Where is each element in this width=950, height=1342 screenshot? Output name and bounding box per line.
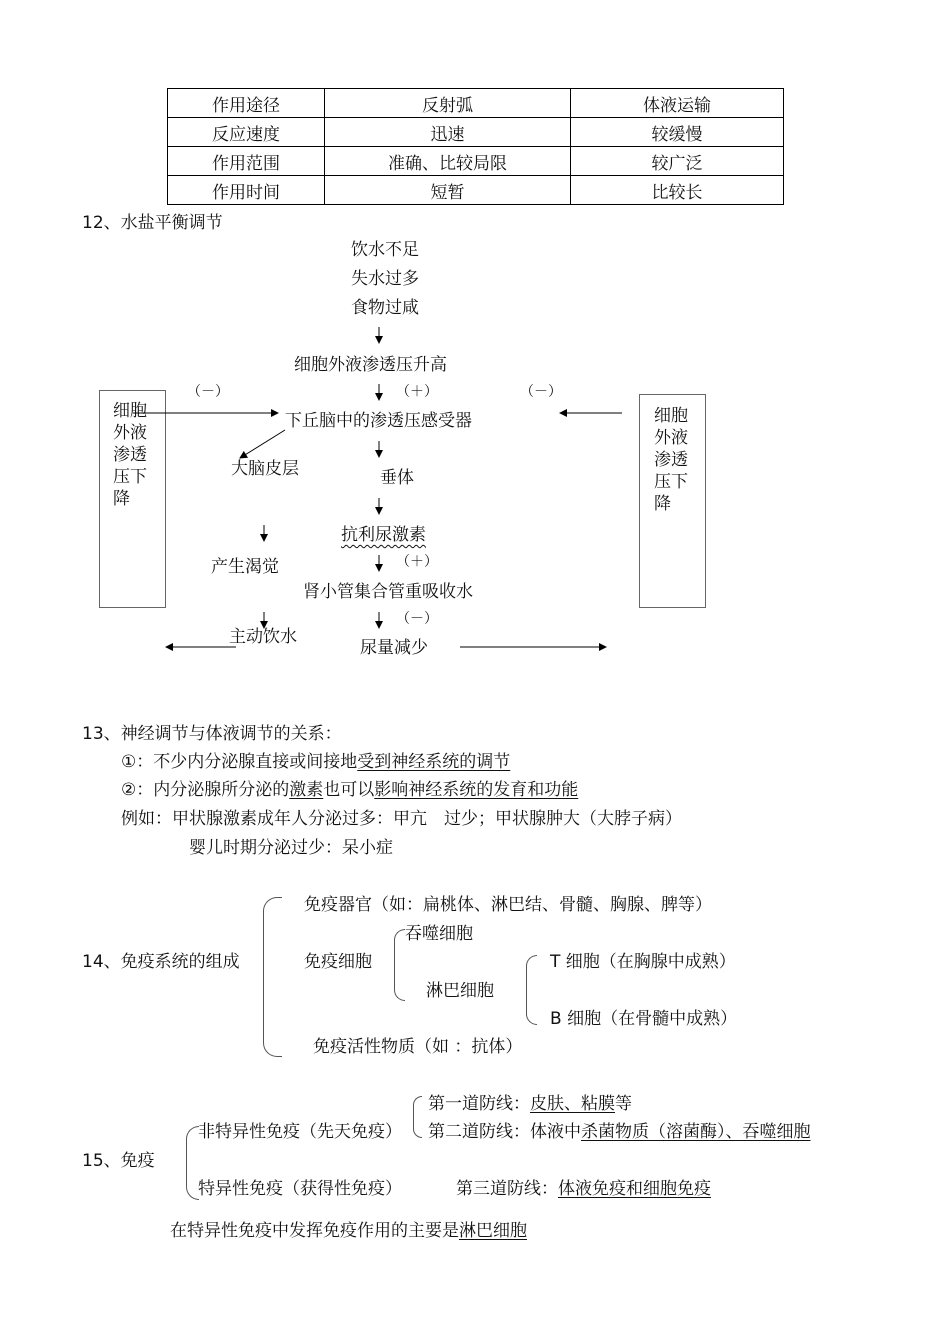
thirst: 产生渴觉 [211,557,279,577]
table-cell: 体液运输 [571,89,784,118]
brace-bracket [394,929,405,1001]
plus-sign: （＋） [396,384,438,400]
relation-line-1 [121,754,510,771]
brace-bracket [263,897,282,1057]
text-span: ①：不少内分泌腺直接或间接地 [121,752,358,772]
minus-sign-3: （－） [396,611,438,627]
text-span: 第三道防线： [456,1179,558,1199]
section-12-heading: 12、水盐平衡调节 [82,213,223,233]
right-box-line: 细胞 [654,406,688,426]
table-cell: 较缓慢 [571,118,784,147]
table-cell: 作用范围 [168,147,325,176]
table-cell: 短暂 [325,176,571,205]
nonspecific-immunity: 非特异性免疫（先天免疫） [198,1122,402,1142]
active-drinking: 主动饮水 [229,627,297,647]
table-cell: 反射弧 [325,89,571,118]
table-cell: 比较长 [571,176,784,205]
lymphocyte: 淋巴细胞 [426,981,494,1001]
b-cell: B 细胞（在骨髓中成熟） [550,1009,738,1029]
plus-sign-2: （＋） [396,554,438,570]
left-box-line: 外液 [113,423,147,443]
first-defense-line [428,1096,632,1113]
text-span: 在特异性免疫中发挥免疫作用的主要是 [170,1221,459,1241]
table-cell: 作用时间 [168,176,325,205]
table-cell: 较广泛 [571,147,784,176]
underlined-text: 激素 [289,780,324,800]
cause-item: 失水过多 [351,269,419,289]
example-line-2: 婴儿时期分泌过少：呆小症 [189,838,393,858]
text-span: 也可以 [323,780,375,800]
section-15-heading: 15、免疫 [82,1151,155,1171]
relation-line-2 [121,782,578,799]
urine-reduced: 尿量减少 [360,638,428,658]
right-box-line: 外液 [654,428,688,448]
section-13-heading: 13、神经调节与体液调节的关系： [82,724,342,744]
minus-sign-left: （－） [187,384,229,400]
cause-item: 饮水不足 [351,240,419,260]
right-box-line: 渗透 [654,450,688,470]
section-14-heading: 14、免疫系统的组成 [82,952,240,972]
left-box-line: 渗透 [113,445,147,465]
brace-bracket [413,1096,422,1138]
text-span: ②：内分泌腺所分泌的 [121,780,290,800]
osmotic-rise: 细胞外液渗透压升高 [294,355,447,375]
second-defense-line [428,1124,811,1141]
underlined-text: 杀菌物质（溶菌酶）、吞噬细胞 [581,1122,811,1142]
hypothalamus-receptor: 下丘脑中的渗透压感受器 [285,411,472,431]
immune-cells: 免疫细胞 [304,952,372,972]
cause-item: 食物过咸 [351,298,419,318]
underlined-text: 体液免疫和细胞免疫 [558,1179,711,1199]
table-cell: 准确、比较局限 [325,147,571,176]
example-line: 例如：甲状腺激素成年人分泌过多：甲亢 过少；甲状腺肿大（大脖子病） [121,809,682,829]
table-cell: 迅速 [325,118,571,147]
brace-bracket [526,955,537,1025]
immune-active-substance: 免疫活性物质（如 ：抗体） [313,1037,523,1057]
right-box-line: 降 [654,494,671,514]
underlined-text: 淋巴细胞 [459,1221,527,1241]
arrow-diagonal [240,430,285,458]
immune-organs: 免疫器官（如：扁桃体、淋巴结、骨髓、胸腺、脾等） [304,895,712,915]
cerebral-cortex: 大脑皮层 [231,459,299,479]
left-box-line: 细胞 [113,401,147,421]
left-box-line: 降 [113,489,130,509]
underlined-text: 影响神经系统的发育和功能 [374,780,579,800]
text-span: 等 [615,1094,632,1114]
phagocyte: 吞噬细胞 [405,924,473,944]
text-span: 第一道防线： [428,1094,530,1114]
minus-sign-right: （－） [520,384,562,400]
table-cell: 作用途径 [168,89,325,118]
table-cell: 反应速度 [168,118,325,147]
antidiuretic-hormone: 抗利尿激素 [341,525,426,545]
t-cell: T 细胞（在胸腺中成熟） [550,952,736,972]
pituitary: 垂体 [380,468,414,488]
text-span: 第二道防线：体液中 [428,1122,581,1142]
underlined-text: 皮肤、粘膜 [530,1094,615,1114]
left-box-line: 压下 [113,467,147,487]
specific-immunity: 特异性免疫（获得性免疫） [198,1179,402,1199]
reabsorb-water: 肾小管集合管重吸收水 [303,582,473,602]
third-defense-line [456,1181,711,1198]
underlined-text: 受到神经系统的调节 [357,752,511,772]
summary-line [170,1223,527,1240]
right-box-line: 压下 [654,472,688,492]
